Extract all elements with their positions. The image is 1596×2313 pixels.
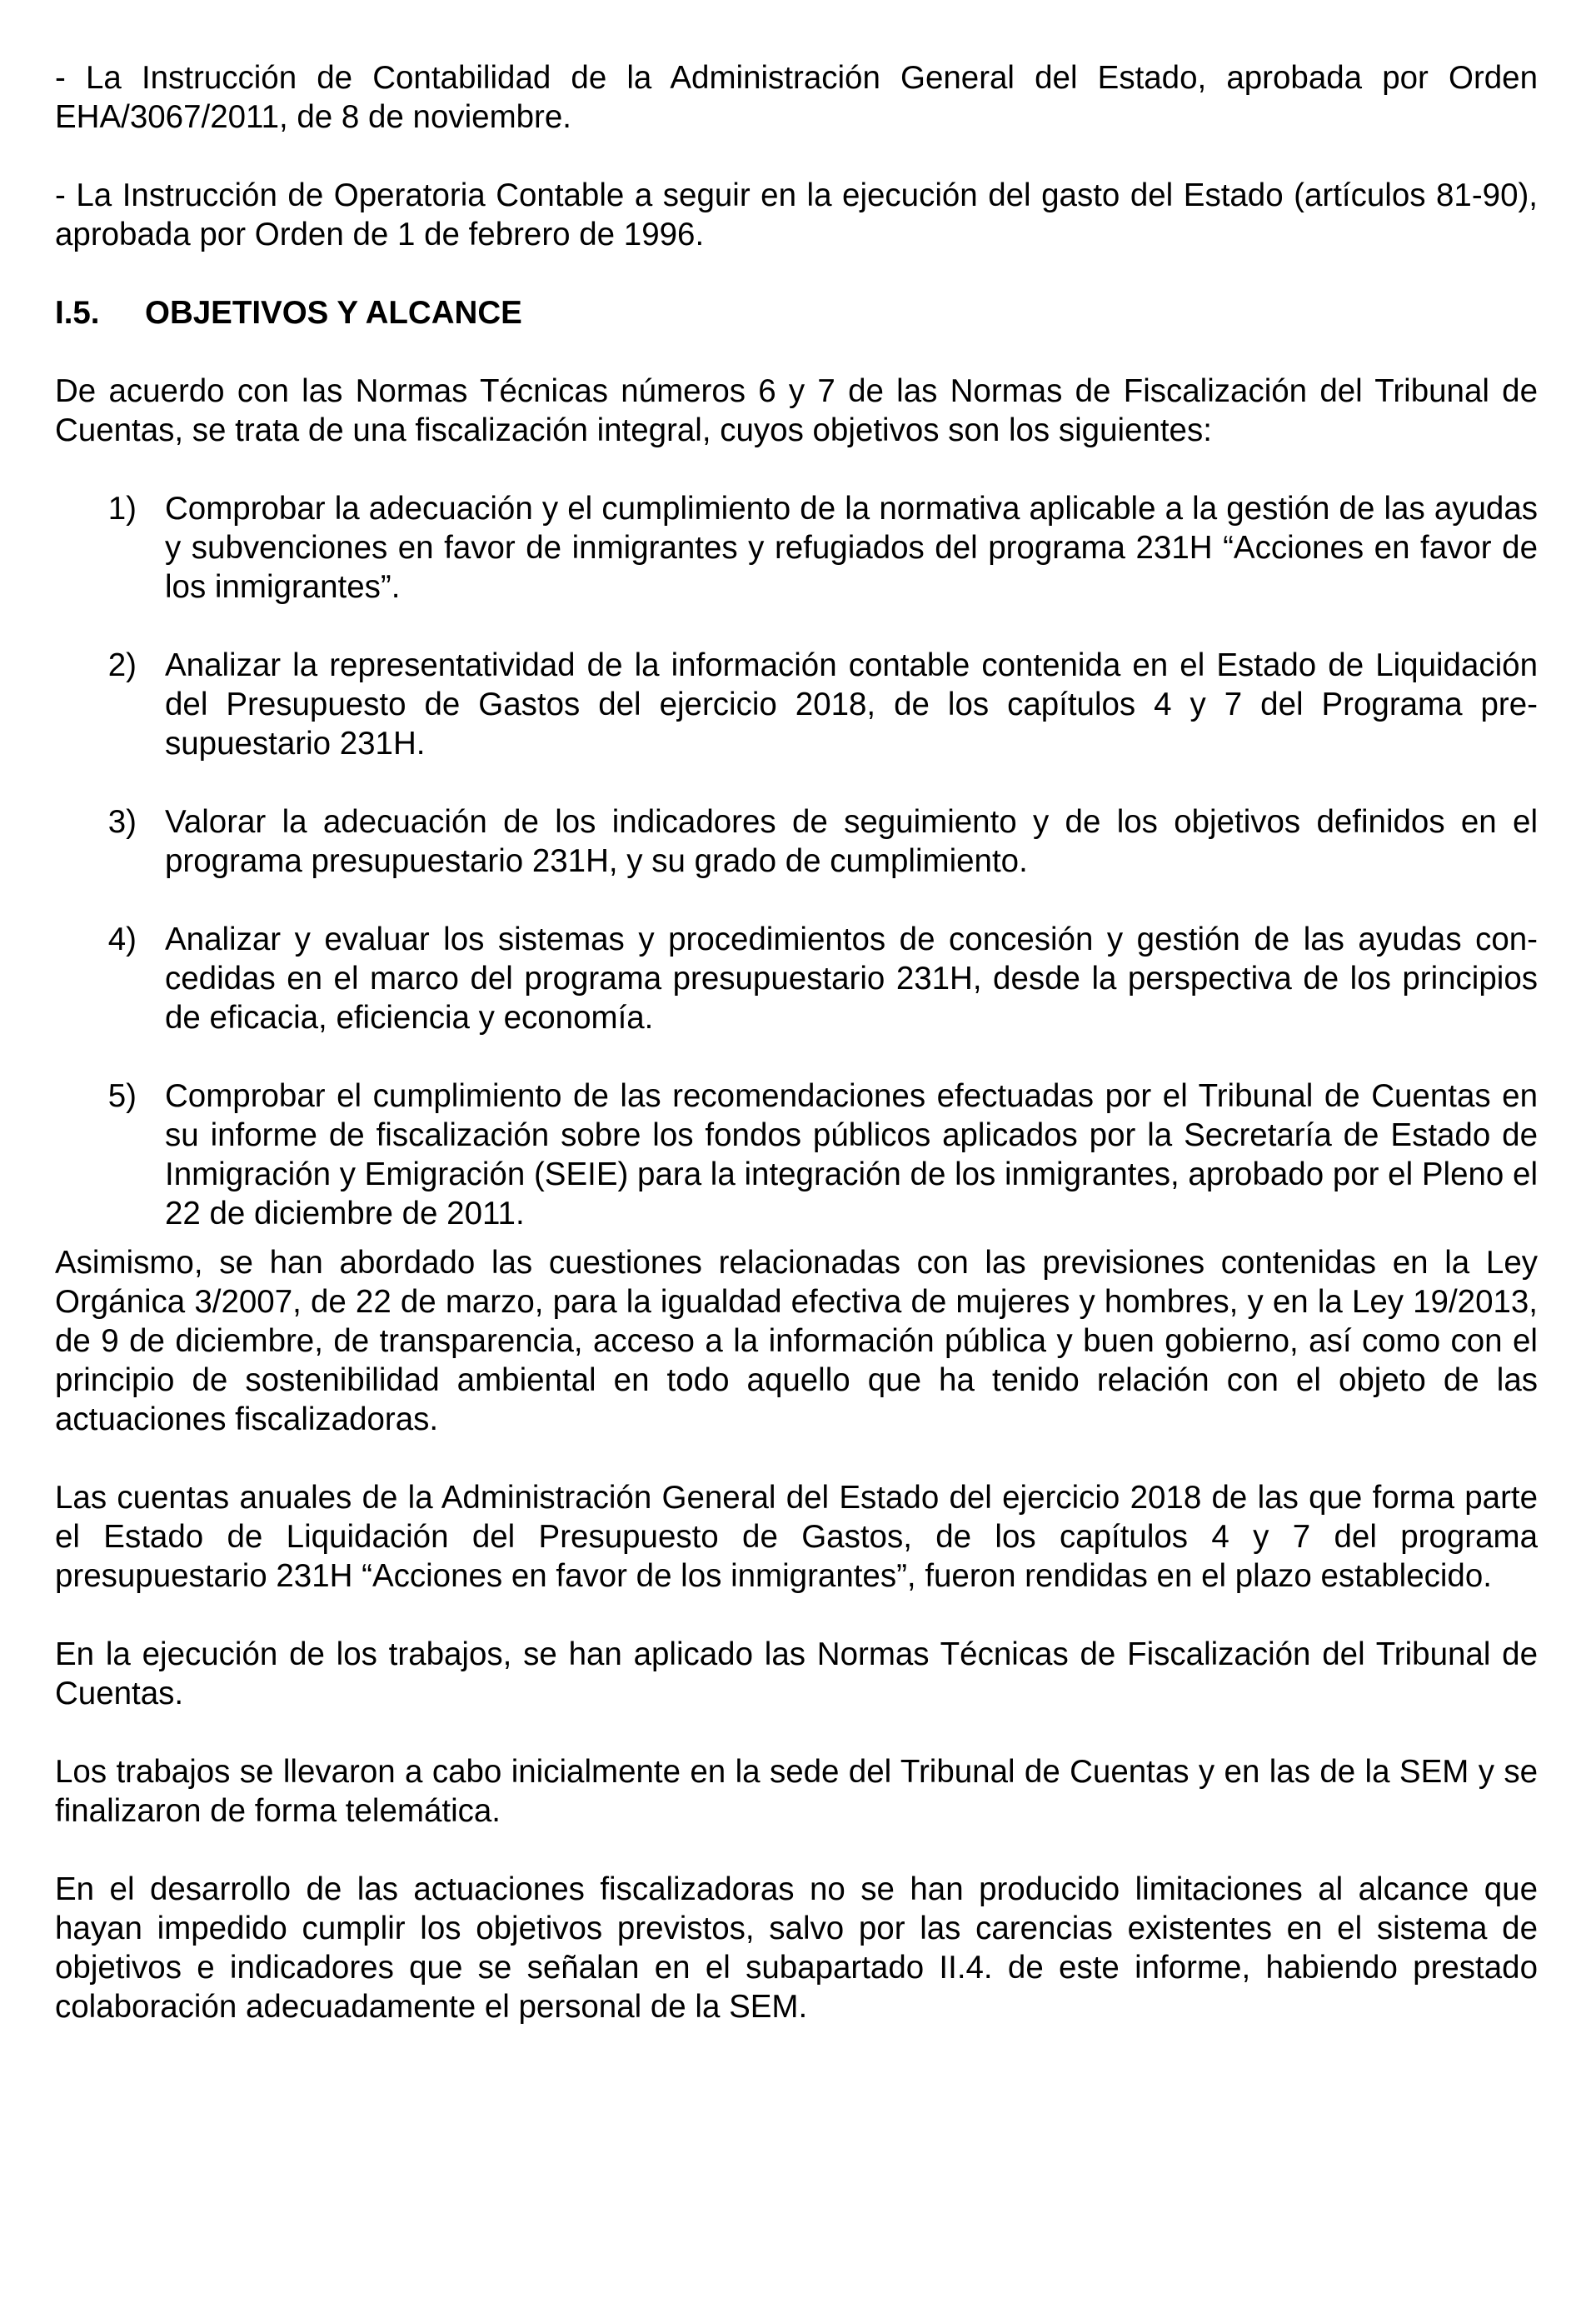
objective-item-3 — [55, 802, 1538, 881]
objective-text: Analizar la representatividad de la información contable contenida en el Estado de Liquidación del Presupuesto de Gastos del ejercicio 2018, de los capítulos 4 y 7 del Programa presupuestario 231H. — [165, 647, 1538, 762]
objective-number: 1) — [107, 491, 137, 527]
objective-number: 4) — [107, 922, 137, 957]
intro-paragraph-2: - La Instrucción de Operatoria Contable a seguir en la ejecución del gasto del Estado (artículos 81-90), aprobada por Orden de 1 de febrero de 1996. — [55, 177, 1538, 252]
body-paragraph-5: En el desarrollo de las actuaciones fiscalizadoras no se han producido limitaciones al alcance que hayan impedido cumplir los objetivos previstos, salvo por las carencias existentes en el sistema de objetivos e indicadores que se señalan en el subapartado II.4. de este informe, habiendo prestado colaboración adecuadamente el personal de la SEM. — [55, 1871, 1538, 2025]
intro-paragraph-1: - La Instrucción de Contabilidad de la Administración General del Estado, aprobada por Orden EHA/3067/2011, de 8 de noviembre. — [55, 60, 1538, 135]
objectives-list — [55, 489, 1538, 1233]
section-title: OBJETIVOS Y ALCANCE — [145, 295, 522, 331]
section-number: I.5. — [55, 295, 100, 331]
objective-text: Valorar la adecuación de los indicadores de seguimiento y de los objetivos definidos en el programa presupuestario 231H, y su grado de cumplimiento. — [165, 804, 1538, 879]
objective-item-4 — [55, 920, 1538, 1037]
section-heading — [55, 293, 1538, 332]
objective-number: 3) — [107, 804, 137, 840]
body-paragraph-4: Los trabajos se llevaron a cabo inicialmente en la sede del Tribunal de Cuentas y en las de la SEM y se finalizaron de forma telemática. — [55, 1754, 1538, 1829]
lead-paragraph: De acuerdo con las Normas Técnicas números 6 y 7 de las Normas de Fiscalización del Tribunal de Cuentas, se trata de una fiscalización integral, cuyos objetivos son los siguientes: — [55, 373, 1538, 448]
objective-item-5 — [55, 1077, 1538, 1233]
document-page — [55, 58, 1538, 2066]
body-paragraph-1: Asimismo, se han abordado las cuestiones relacionadas con las previsiones contenidas en la Ley Orgánica 3/2007, de 22 de marzo, para la igualdad efectiva de mujeres y hombres, y en la Ley 19/2013, de 9 de diciembre, de transparencia, acceso a la información pública y buen gobierno, así como con el principio de sostenibilidad ambiental en todo aquello que ha tenido relación con el objeto de las actuaciones fiscalizadoras. — [55, 1245, 1538, 1437]
body-paragraph-2: Las cuentas anuales de la Administración General del Estado del ejercicio 2018 de las que forma parte el Estado de Liquidación del Presupuesto de Gastos, de los capítulos 4 y 7 del programa presupuestario 231H “Acciones en favor de los inmigrantes”, fueron rendidas en el plazo establecido. — [55, 1480, 1538, 1594]
objective-item-2 — [55, 646, 1538, 763]
body-paragraph-3: En la ejecución de los trabajos, se han aplicado las Normas Técnicas de Fiscalización del Tribunal de Cuentas. — [55, 1636, 1538, 1711]
objective-text: Comprobar el cumplimiento de las recomendaciones efectuadas por el Tribunal de Cuentas en su informe de fiscalización sobre los fondos públicos aplicados por la Secretaría de Estado de Inmigración y Emigración (SEIE) para la integración de los inmigrantes, aprobado por el Pleno el 22 de diciembre de 2011. — [165, 1078, 1538, 1231]
objective-item-1 — [55, 489, 1538, 607]
objective-number: 5) — [107, 1078, 137, 1114]
objective-text: Analizar y evaluar los sistemas y procedimientos de concesión y gestión de las ayudas concedidas en el marco del programa presupuestario 231H, desde la perspectiva de los principios de eficacia, eficiencia y economía. — [165, 922, 1538, 1036]
objective-text: Comprobar la adecuación y el cumplimiento de la normativa aplicable a la gestión de las ayudas y subvenciones en favor de inmigrantes y refugiados del programa 231H “Acciones en favor de los inmigrantes”. — [165, 491, 1538, 605]
objective-number: 2) — [107, 647, 137, 683]
